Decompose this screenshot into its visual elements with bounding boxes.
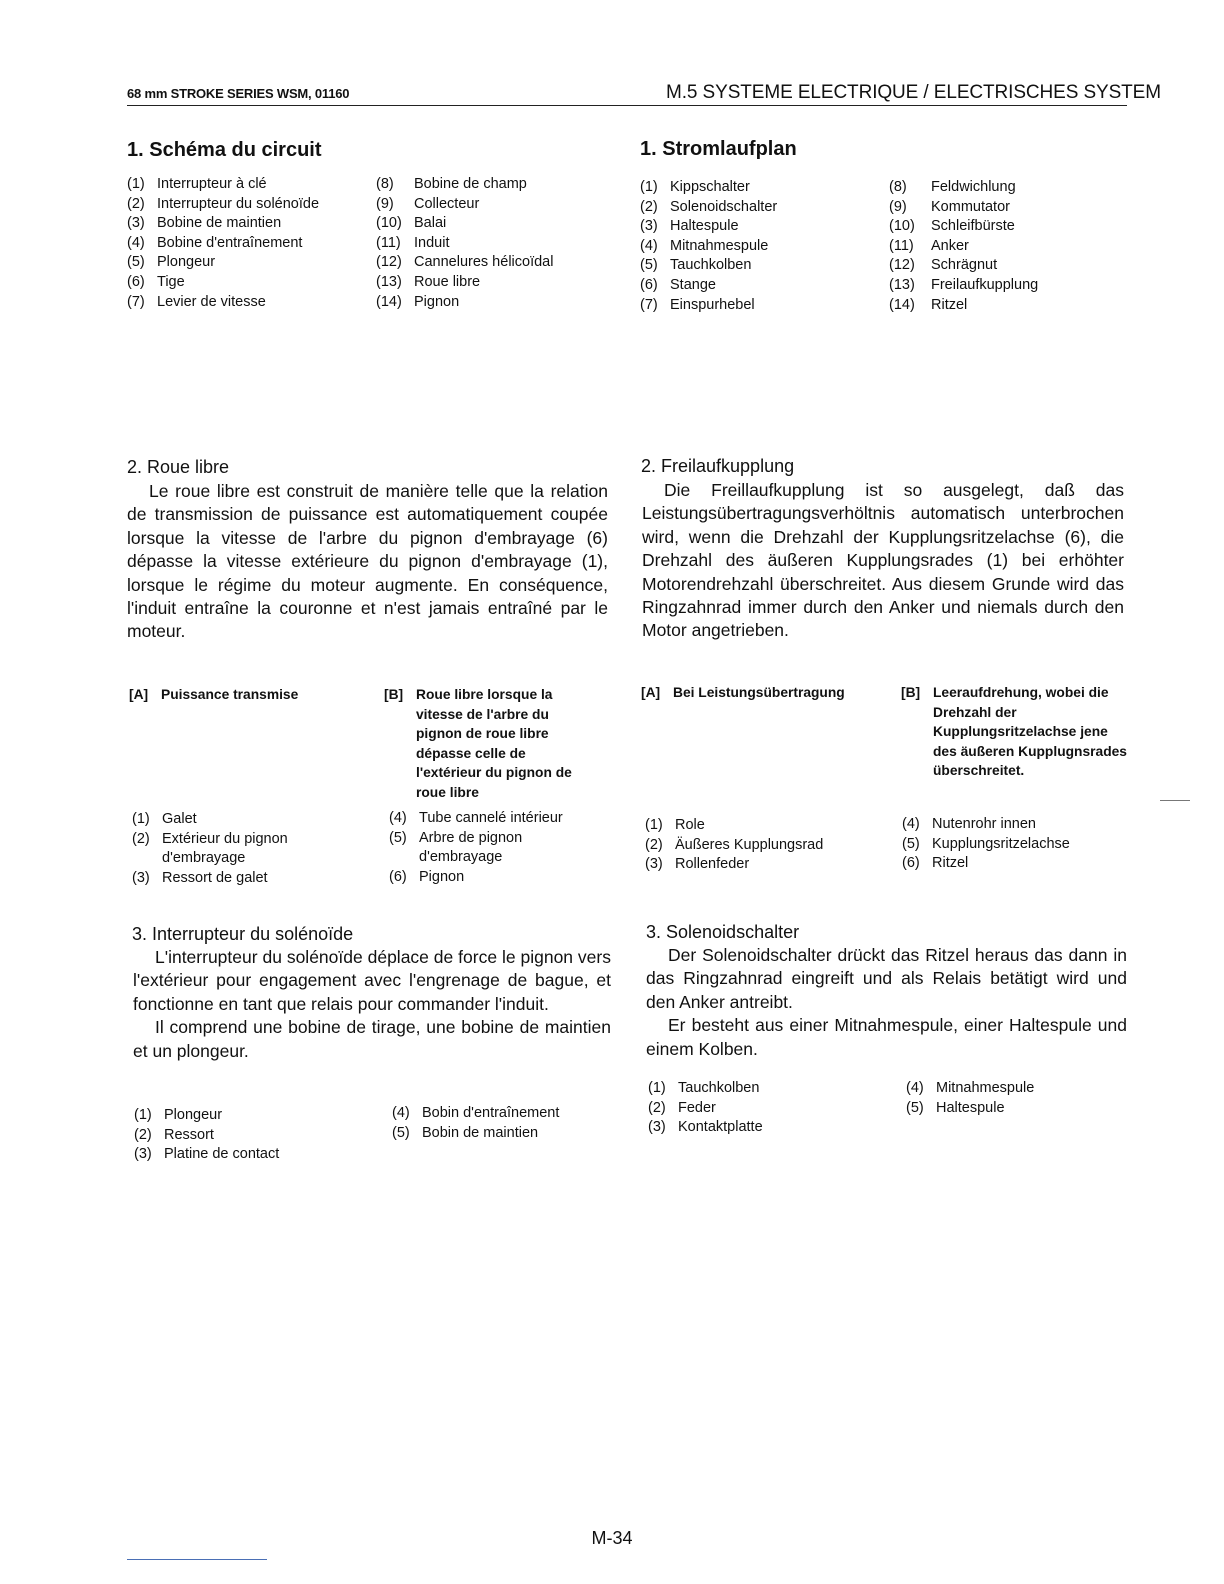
de-s3-list-1: [648, 1079, 898, 1138]
item-text: Interrupteur du solénoïde: [157, 195, 320, 212]
item-number: (9): [889, 198, 907, 215]
list-item: [389, 868, 609, 888]
item-number: (7): [640, 296, 658, 313]
list-item: [902, 835, 1132, 855]
list-item: [376, 214, 616, 234]
list-item: [376, 234, 616, 254]
item-number: (14): [376, 293, 402, 310]
de-s2-list-1: [645, 816, 895, 875]
item-text: Platine de contact: [164, 1146, 280, 1163]
list-item: [134, 1145, 374, 1165]
item-text: Ressort de galet: [162, 869, 268, 886]
list-item: [645, 855, 895, 875]
item-number: (1): [640, 179, 658, 195]
item-text: Rollenfeder: [675, 856, 750, 873]
item-text: Kommutator: [931, 198, 1010, 215]
item-text: Ressort: [164, 1126, 214, 1143]
item-number: (10): [889, 218, 915, 235]
item-text: Pignon: [419, 868, 465, 885]
item-number: (11): [376, 234, 401, 251]
list-item: [134, 1106, 374, 1126]
legend-text: Roue libre lorsque la vitesse de l'arbre du pignon de roue libre dépasse celle de l'extérieur du pignon de roue libre: [416, 687, 572, 800]
fr-s3-list-2: [392, 1104, 612, 1143]
list-item: [127, 234, 367, 254]
item-text: Levier de vitesse: [157, 293, 266, 310]
fr-s2-list-1: [132, 810, 372, 888]
list-item: [127, 214, 367, 234]
item-text: Plongeur: [157, 254, 216, 271]
item-text: Galet: [162, 811, 197, 827]
item-number: (14): [889, 296, 915, 313]
list-item: [127, 175, 367, 195]
item-number: (12): [889, 257, 915, 274]
item-text: Schrägnut: [931, 257, 998, 274]
paragraph-text: Die Freillaufkupplung ist so ausgelegt, daß das Leistungsübertragungsverhöltnis automatisch unterbrochen wird, wenn die Drehzahl der Kupplungsritzelachse (6), die Drehzahl des äußeren Kupplungsrades (1) bei erhöhter Motorendrehzahl überschreitet. Aus diesem Grunde wird das Ringzahnrad immer durch den Anker und niemals durch den Motor angetrieben.: [642, 480, 1124, 641]
footer-underline: [127, 1559, 267, 1560]
fr-s2-legend-b: [384, 685, 604, 803]
legend-label: [B]: [384, 687, 404, 702]
list-item: [376, 175, 616, 195]
item-number: (3): [132, 869, 150, 886]
fr-s1-title: 1. Schéma du circuit: [127, 139, 322, 161]
fr-s2-title: 2. Roue libre: [127, 457, 230, 477]
item-number: (5): [902, 835, 920, 852]
item-number: (4): [127, 234, 145, 251]
list-item: [889, 198, 1129, 218]
list-item: [645, 816, 895, 836]
item-number: (6): [902, 855, 920, 872]
item-number: (8): [889, 179, 907, 195]
paragraph-text: Der Solenoidschalter drückt das Ritzel heraus das dann in das Ringzahnrad eingreift und als Relais betätigt wird und den Anker antreibt.: [646, 945, 1127, 1012]
item-text: Interrupteur à clé: [157, 176, 267, 192]
item-text: Arbre de pignon d'embrayage: [419, 829, 523, 866]
list-item: [906, 1079, 1126, 1099]
fr-s2-legend-a: [129, 685, 369, 705]
item-number: (5): [640, 257, 658, 274]
item-text: Pignon: [414, 293, 460, 310]
item-number: (5): [392, 1124, 410, 1141]
item-text: Anker: [931, 237, 969, 254]
item-text: Äußeres Kupplungsrad: [675, 836, 824, 853]
list-item: [889, 276, 1129, 296]
item-text: Haltespule: [936, 1099, 1005, 1116]
item-text: Roue libre: [414, 273, 481, 290]
item-text: Freilaufkupplung: [931, 276, 1039, 293]
list-item: [640, 296, 880, 316]
item-text: Extérieur du pignon d'embrayage: [162, 830, 288, 867]
list-item: [392, 1124, 612, 1144]
list-item: [640, 256, 880, 276]
item-number: (7): [127, 293, 145, 310]
item-text: Cannelures hélicoïdal: [414, 254, 554, 271]
item-text: Induit: [414, 234, 450, 251]
margin-mark: [1160, 800, 1190, 801]
legend-label: [B]: [901, 685, 921, 700]
item-text: Haltespule: [670, 218, 739, 235]
item-text: Tige: [157, 273, 185, 290]
paragraph-text: Er besteht aus einer Mitnahmespule, einer Haltespule und einem Kolben.: [646, 1015, 1127, 1059]
item-text: Einspurhebel: [670, 296, 755, 313]
item-text: Solenoidschalter: [670, 198, 778, 215]
list-item: [376, 195, 616, 215]
item-number: (6): [389, 868, 407, 885]
item-number: (5): [127, 254, 145, 271]
list-item: [640, 217, 880, 237]
item-number: (2): [640, 198, 658, 215]
item-number: (13): [889, 276, 915, 293]
item-text: Role: [675, 817, 705, 833]
fr-s2-list-2: [389, 809, 609, 887]
list-item: [648, 1099, 898, 1119]
item-text: Bobin d'entraînement: [422, 1105, 560, 1121]
list-item: [640, 198, 880, 218]
item-text: Kippschalter: [670, 179, 750, 195]
list-item: [889, 237, 1129, 257]
item-number: (13): [376, 273, 402, 290]
paragraph-text: Le roue libre est construit de manière telle que la relation de transmission de puissance est automatiquement coupée lorsque la vitesse de l'arbre du pignon d'embrayage (6) dépasse la vitesse extérieure du pignon d'embrayage (1), lorsque le régime du moteur augmente. En conséquence, l'induit entraîne la couronne et n'est jamais entraîné par le moteur.: [127, 481, 608, 642]
list-item: [640, 237, 880, 257]
item-number: (1): [134, 1107, 152, 1123]
item-text: Bobin de maintien: [422, 1124, 539, 1141]
item-number: (2): [132, 830, 150, 847]
item-text: Mitnahmespule: [670, 237, 769, 254]
item-number: (4): [902, 816, 920, 832]
item-text: Tube cannelé intérieur: [419, 810, 563, 826]
header-right: M.5 SYSTEME ELECTRIQUE / ELECTRISCHES SYSTEM: [666, 82, 1161, 103]
header-rule: [127, 105, 1127, 106]
item-number: (5): [906, 1099, 924, 1116]
item-number: (4): [640, 237, 658, 254]
item-text: Mitnahmespule: [936, 1080, 1035, 1096]
item-number: (1): [645, 817, 663, 833]
item-text: Tauchkolben: [670, 257, 752, 274]
list-item: [906, 1099, 1126, 1119]
item-number: (1): [132, 811, 150, 827]
item-number: (3): [134, 1146, 152, 1163]
item-text: Bobine de maintien: [157, 215, 282, 232]
item-text: Ritzel: [931, 296, 968, 313]
fr-s1-list-1: [127, 175, 367, 312]
item-number: (6): [127, 273, 145, 290]
item-number: (4): [389, 810, 407, 826]
item-number: (5): [389, 829, 407, 846]
list-item: [889, 296, 1129, 316]
list-item: [127, 195, 367, 215]
legend-text: Leeraufdrehung, wobei die Drehzahl der Kupplungsritzelachse jene des äußeren Kupplugnsrades überschreitet.: [933, 685, 1127, 779]
legend-text: Bei Leistungsübertragung: [673, 685, 845, 700]
list-item: [648, 1079, 898, 1099]
item-text: Feder: [678, 1099, 716, 1116]
list-item: [889, 178, 1129, 198]
de-s2-title: 2. Freilaufkupplung: [641, 456, 795, 476]
header-left: 68 mm STROKE SERIES WSM, 01160: [127, 86, 350, 101]
de-s2-paragraph: [642, 479, 1124, 643]
item-number: (1): [127, 176, 145, 192]
item-number: (2): [127, 195, 145, 212]
item-number: (9): [376, 195, 394, 212]
de-s1-title: 1. Stromlaufplan: [640, 138, 797, 160]
list-item: [640, 276, 880, 296]
list-item: [127, 293, 367, 313]
item-text: Stange: [670, 276, 716, 293]
item-number: (3): [645, 856, 663, 873]
de-s3-list-2: [906, 1079, 1126, 1118]
list-item: [889, 217, 1129, 237]
item-number: (12): [376, 254, 402, 271]
list-item: [389, 809, 609, 829]
item-number: (6): [640, 276, 658, 293]
item-number: (3): [127, 215, 145, 232]
item-number: (3): [648, 1119, 666, 1136]
item-text: Bobine de champ: [414, 176, 527, 192]
item-number: (10): [376, 215, 402, 232]
de-s3-paragraph: [646, 944, 1127, 1061]
de-s2-list-2: [902, 815, 1132, 874]
item-number: (2): [645, 836, 663, 853]
fr-s2-paragraph: [127, 480, 608, 644]
item-text: Kupplungsritzelachse: [932, 835, 1070, 852]
item-text: Plongeur: [164, 1107, 223, 1123]
de-s2-legend-b: [901, 683, 1131, 781]
list-item: [127, 273, 367, 293]
item-number: (8): [376, 176, 394, 192]
list-item: [132, 810, 372, 830]
list-item: [902, 815, 1132, 835]
item-text: Kontaktplatte: [678, 1119, 763, 1136]
fr-s1-list-2: [376, 175, 616, 312]
de-s1-list-1: [640, 178, 880, 315]
item-text: Feldwichlung: [931, 179, 1016, 195]
item-text: Bobine d'entraînement: [157, 234, 303, 251]
list-item: [640, 178, 880, 198]
list-item: [376, 253, 616, 273]
paragraph-text: Il comprend une bobine de tirage, une bobine de maintien et un plongeur.: [133, 1017, 611, 1061]
list-item: [376, 273, 616, 293]
item-text: Tauchkolben: [678, 1080, 760, 1096]
item-text: Schleifbürste: [931, 218, 1015, 235]
item-number: (3): [640, 218, 658, 235]
item-text: Balai: [414, 215, 447, 232]
page-number: M-34: [591, 1528, 633, 1548]
list-item: [889, 256, 1129, 276]
list-item: [648, 1118, 898, 1138]
item-number: (4): [392, 1105, 410, 1121]
list-item: [389, 829, 609, 868]
list-item: [134, 1126, 374, 1146]
de-s2-legend-a: [641, 683, 891, 703]
list-item: [645, 836, 895, 856]
fr-s3-list-1: [134, 1106, 374, 1165]
de-s1-list-2: [889, 178, 1129, 315]
legend-text: Puissance transmise: [161, 687, 299, 702]
legend-label: [A]: [129, 687, 149, 702]
item-number: (2): [648, 1099, 666, 1116]
fr-s3-title: 3. Interrupteur du solénoïde: [132, 924, 354, 944]
item-text: Collecteur: [414, 195, 480, 212]
item-number: (2): [134, 1126, 152, 1143]
item-text: Nutenrohr innen: [932, 816, 1036, 832]
list-item: [132, 830, 372, 869]
item-number: (1): [648, 1080, 666, 1096]
paragraph-text: L'interrupteur du solénoïde déplace de force le pignon vers l'extérieur pour engagement avec l'engrenage de bague, et fonctionne en tant que relais pour commander l'induit.: [133, 947, 611, 1014]
list-item: [127, 253, 367, 273]
list-item: [132, 869, 372, 889]
list-item: [376, 293, 616, 313]
item-text: Ritzel: [932, 855, 969, 872]
item-number: (11): [889, 237, 914, 254]
list-item: [902, 854, 1132, 874]
item-number: (4): [906, 1080, 924, 1096]
fr-s3-paragraph: [133, 946, 611, 1063]
de-s3-title: 3. Solenoidschalter: [646, 922, 800, 942]
list-item: [392, 1104, 612, 1124]
legend-label: [A]: [641, 685, 661, 700]
